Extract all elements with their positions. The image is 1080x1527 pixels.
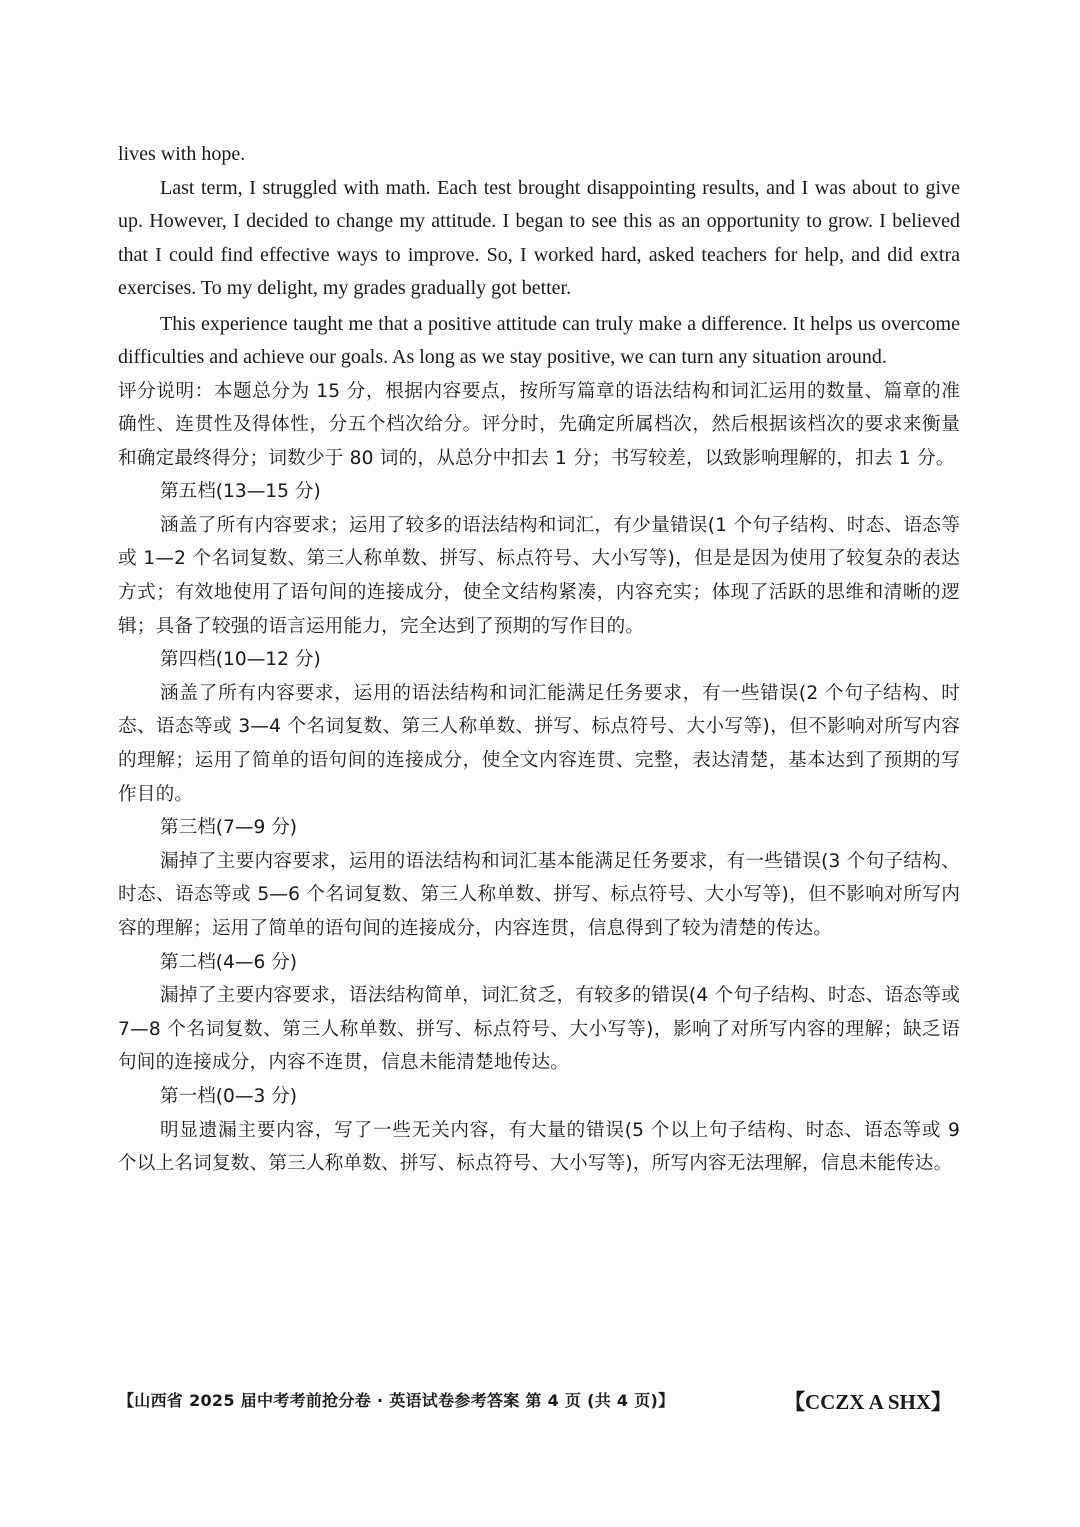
level-2-title: 第二档(4—6 分) [160,951,298,973]
level-5-title: 第五档(13—15 分) [160,481,321,503]
level-4-description: 涵盖了所有内容要求，运用的语法结构和词汇能满足任务要求，有一些错误(2 个句子结构、时态、语态等或 3—4 个名词复数、第三人称单数、拼写、标点符号、大小写等)，但不影响对所写内容的理解；运用了简单的语句间的连接成分，使全文内容连贯、完整，表达清楚，基本达到了预期的写作目的。 [118,682,960,805]
scoring-intro: 评分说明：本题总分为 15 分，根据内容要点，按所写篇章的语法结构和词汇运用的数量、篇章的准确性、连贯性及得体性，分五个档次给分。评分时，先确定所属档次，然后根据该档次的要求来衡量和确定最终得分；词数少于 80 词的，从总分中扣去 1 分；书写较差，以致影响理解的，扣去 1 分。 [118,380,960,469]
level-5-description: 涵盖了所有内容要求；运用了较多的语法结构和词汇，有少量错误(1 个句子结构、时态、语态等或 1—2 个名词复数、第三人称单数、拼写、标点符号、大小写等)，但是是因为使用了较复杂的表达方式；有效地使用了语句间的连接成分，使全文结构紧凑，内容充实；体现了活跃的思维和清晰的逻辑；具备了较强的语言运用能力，完全达到了预期的写作目的。 [118,514,960,637]
page-content [118,138,960,1181]
level-4-title: 第四档(10—12 分) [160,649,321,671]
page-footer [118,1386,960,1416]
level-3-title: 第三档(7—9 分) [160,817,298,839]
footer-exam-info: 【山西省 2025 届中考考前抢分卷 · 英语试卷参考答案 第 4 页 (共 4 页)】 [118,1391,675,1410]
level-2-description: 漏掉了主要内容要求，语法结构简单，词汇贫乏，有较多的错误(4 个句子结构、时态、语态等或 7—8 个名词复数、第三人称单数、拼写、标点符号、大小写等)，影响了对所写内容的理解；缺乏语句间的连接成分，内容不连贯，信息未能清楚地传达。 [118,985,960,1074]
essay-paragraph-3: This experience taught me that a positive attitude can truly make a difference. It helps us overcome difficulties and achieve our goals. As long as we stay positive, we can turn any situation around. [118,312,960,368]
essay-line-continuation: lives with hope. [118,143,246,165]
level-1-title: 第一档(0—3 分) [160,1085,298,1107]
level-1-description: 明显遗漏主要内容，写了一些无关内容，有大量的错误(5 个以上句子结构、时态、语态等或 9 个以上名词复数、第三人称单数、拼写、标点符号、大小写等)，所写内容无法理解，信息未能传达。 [118,1119,960,1175]
essay-paragraph-2: Last term, I struggled with math. Each test brought disappointing results, and I was about to give up. However, I decided to change my attitude. I began to see this as an opportunity to grow. I believed that I could find effective ways to improve. So, I worked hard, asked teachers for help, and did extra exercises. To my delight, my grades gradually got better. [118,176,960,299]
footer-code: 【CCZX A SHX】 [783,1390,952,1414]
level-3-description: 漏掉了主要内容要求，运用的语法结构和词汇基本能满足任务要求，有一些错误(3 个句子结构、时态、语态等或 5—6 个名词复数、第三人称单数、拼写、标点符号、大小写等)，但不影响对所写内容的理解；运用了简单的语句间的连接成分，内容连贯，信息得到了较为清楚的传达。 [118,850,960,939]
